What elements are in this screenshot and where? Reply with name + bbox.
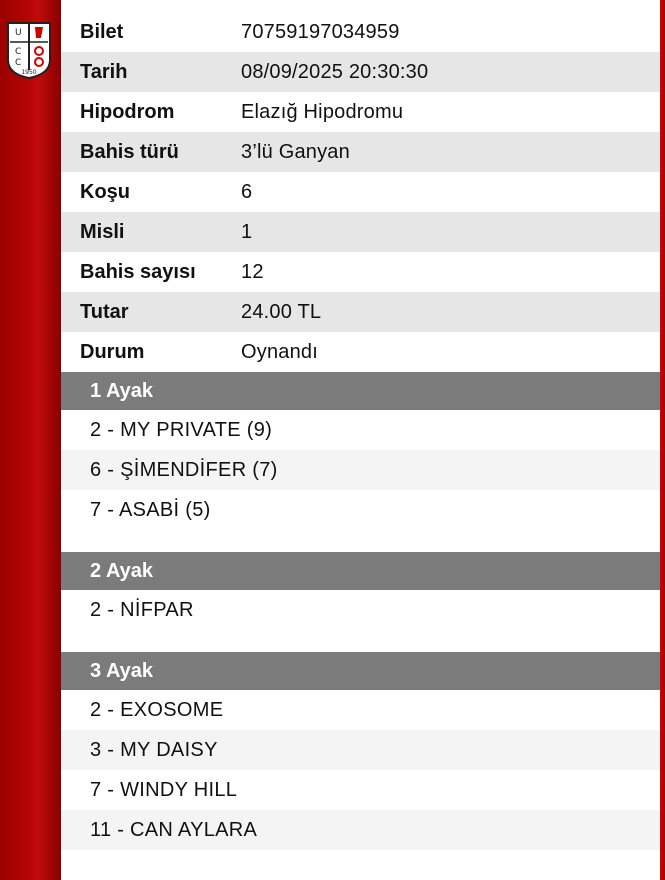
- ticket-info-row: [61, 92, 660, 132]
- left-sidebar: [0, 0, 61, 880]
- right-edge-bar: [660, 0, 665, 880]
- info-label: Durum: [80, 340, 145, 363]
- info-value: 70759197034959: [241, 20, 400, 43]
- info-label: Tarih: [80, 60, 128, 83]
- info-value: 1: [241, 220, 253, 243]
- info-label: Tutar: [80, 300, 129, 323]
- ticket-info-row: [61, 332, 660, 372]
- leg-header: 1 Ayak: [61, 372, 660, 410]
- ticket-info-row: [61, 172, 660, 212]
- svg-text:U: U: [15, 28, 22, 38]
- info-value: Elazığ Hipodromu: [241, 100, 404, 123]
- info-value: 3’lü Ganyan: [241, 140, 350, 163]
- info-label: Koşu: [80, 180, 130, 203]
- info-label: Bahis sayısı: [80, 260, 196, 283]
- leg-header: 2 Ayak: [61, 552, 660, 590]
- ticket-info-row: [61, 132, 660, 172]
- leg-header: 3 Ayak: [61, 652, 660, 690]
- info-label: Bilet: [80, 20, 124, 43]
- leg-spacer: [61, 630, 660, 652]
- info-value: Oynandı: [241, 340, 319, 363]
- info-label: Misli: [80, 220, 125, 243]
- info-label: Bahis türü: [80, 140, 179, 163]
- horse-selection: 2 - MY PRIVATE (9): [90, 418, 273, 441]
- info-value: 6: [241, 180, 253, 203]
- svg-text:C: C: [15, 47, 22, 57]
- horse-selection: 2 - EXOSOME: [90, 698, 224, 721]
- ticket-detail: [61, 12, 660, 850]
- horse-selection: 3 - MY DAISY: [61, 730, 660, 770]
- ticket-info-row: [61, 292, 660, 332]
- horse-selection: 2 - NİFPAR: [90, 598, 194, 621]
- horse-selection: 6 - ŞİMENDİFER (7): [61, 450, 660, 490]
- svg-text:C: C: [15, 58, 22, 68]
- ticket-info-row: [61, 252, 660, 292]
- info-value: 08/09/2025 20:30:30: [241, 60, 429, 83]
- horse-selection: 7 - ASABİ (5): [90, 498, 211, 521]
- ticket-info-row: [61, 212, 660, 252]
- ticket-info-row: [61, 52, 660, 92]
- info-value: 24.00 TL: [241, 300, 322, 323]
- leg-spacer: [61, 530, 660, 552]
- info-label: Hipodrom: [80, 100, 175, 123]
- horse-selection: 11 - CAN AYLARA: [61, 810, 660, 850]
- info-value: 12: [241, 260, 264, 283]
- svg-text:1950: 1950: [21, 69, 37, 76]
- club-logo-icon: [5, 20, 53, 80]
- horse-selection: 7 - WINDY HILL: [90, 778, 238, 801]
- ticket-info-row: [61, 12, 660, 52]
